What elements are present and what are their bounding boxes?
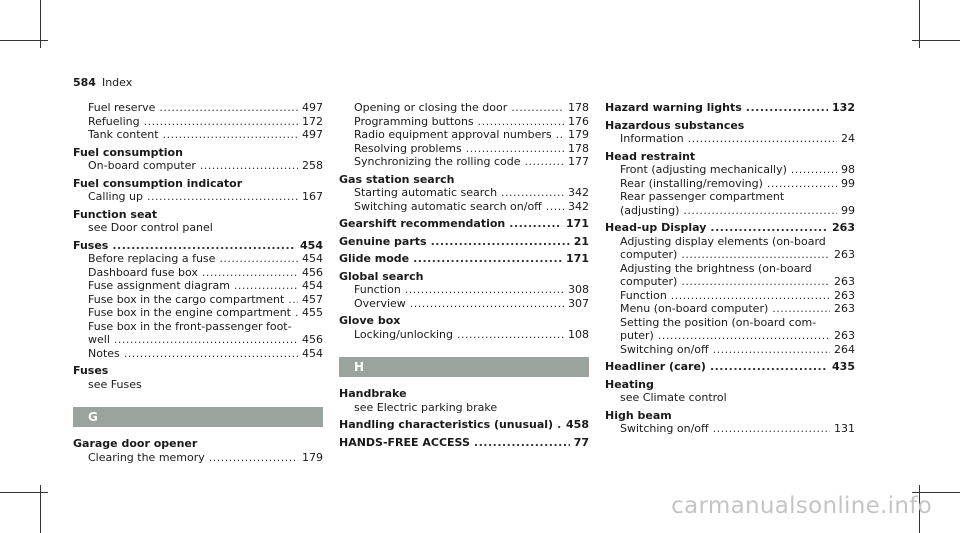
dot-leader	[746, 101, 828, 115]
index-heading: Gas station search	[339, 172, 455, 186]
page-reference: 264	[834, 342, 855, 356]
index-heading: Heating	[605, 377, 654, 391]
page-reference: 263	[834, 329, 855, 342]
index-subentry[interactable]	[73, 159, 323, 173]
page-reference: 179	[568, 128, 589, 141]
dot-leader	[546, 200, 564, 214]
index-heading: Global search	[339, 269, 424, 283]
page-reference: 171	[566, 217, 589, 230]
dot-leader	[457, 328, 564, 342]
index-column-2	[339, 101, 589, 449]
index-subentry: see Door control panel	[88, 221, 213, 234]
entry-label: Calling up	[88, 190, 143, 203]
index-subentry[interactable]	[605, 289, 855, 303]
index-subentry[interactable]	[339, 328, 589, 342]
entry-label: Rear (installing/removing)	[620, 176, 763, 190]
dot-leader	[219, 252, 298, 266]
dot-leader	[200, 159, 298, 173]
index-subentry[interactable]	[73, 279, 323, 293]
watermark: carmanualsonline.info	[671, 493, 932, 519]
dot-leader	[713, 343, 830, 357]
index-subentry[interactable]	[339, 283, 589, 297]
entry-label: On-board computer	[88, 159, 196, 172]
index-heading[interactable]	[339, 436, 589, 450]
page-reference: 497	[302, 101, 323, 114]
index-subentry[interactable]	[339, 297, 589, 311]
crop-mark	[912, 40, 960, 41]
entry-label: Programming buttons	[354, 114, 474, 128]
page-reference: 176	[568, 114, 589, 128]
page-reference: 99	[841, 203, 855, 217]
entry-label: Switching on/off	[620, 422, 709, 435]
index-heading: High beam	[605, 408, 672, 422]
index-subentry: Setting the position (on-board com-	[620, 315, 817, 329]
index-subentry: Fuse box in the front-passenger foot-	[88, 319, 292, 333]
dot-leader	[209, 451, 298, 465]
index-subentry[interactable]	[605, 163, 855, 177]
index-heading[interactable]	[605, 360, 855, 374]
entry-label: HANDS-FREE ACCESS	[339, 435, 470, 449]
dot-leader	[163, 128, 298, 142]
index-column-3	[605, 101, 855, 436]
dot-leader	[772, 302, 830, 316]
page-reference: 178	[568, 141, 589, 155]
page-reference: 263	[834, 275, 855, 288]
section-letter-bar: H	[339, 357, 589, 377]
index-heading[interactable]	[73, 239, 323, 253]
page-reference: 98	[841, 163, 855, 176]
page-reference: 179	[302, 450, 323, 464]
index-heading[interactable]	[605, 221, 855, 235]
index-subentry[interactable]	[73, 306, 323, 320]
index-heading: Garage door opener	[73, 437, 198, 450]
page-reference: 263	[832, 221, 855, 234]
index-heading: Fuel consumption indicator	[73, 176, 243, 190]
entry-label: Dashboard fuse box	[88, 265, 198, 279]
page-reference: 454	[302, 252, 323, 265]
dot-leader	[159, 101, 298, 115]
dot-leader	[767, 177, 837, 191]
entry-label: well	[88, 333, 110, 346]
entry-label: Switching on/off	[620, 342, 709, 356]
entry-label: computer)	[620, 248, 678, 261]
index-subentry[interactable]	[605, 343, 855, 357]
page-reference: 458	[566, 418, 589, 431]
index-subentry: Adjusting the brightness (on-board	[620, 261, 812, 275]
index-subentry[interactable]	[339, 128, 589, 142]
page-reference: 457	[302, 292, 323, 306]
index-heading: Hazardous substances	[605, 118, 745, 132]
page-reference: 177	[568, 155, 589, 168]
dot-leader	[681, 275, 830, 289]
entry-label: Menu (on-board computer)	[620, 302, 769, 315]
entry-label: Tank content	[88, 128, 159, 141]
page-reference: 307	[568, 296, 589, 310]
index-heading: Head restraint	[605, 149, 696, 163]
index-subentry[interactable]	[605, 248, 855, 262]
dot-leader	[557, 418, 562, 432]
entry-label: Hazard warning lights	[605, 101, 742, 114]
entry-label: puter)	[620, 329, 654, 342]
entry-label: Refueling	[88, 114, 140, 128]
dot-leader	[681, 248, 830, 262]
entry-label: Locking/unlocking	[354, 327, 453, 341]
dot-leader	[713, 422, 830, 436]
page-reference: 171	[566, 252, 589, 265]
entry-label: computer)	[620, 275, 678, 288]
index-subentry[interactable]	[605, 302, 855, 316]
page-reference: 263	[834, 288, 855, 302]
index-heading[interactable]	[339, 252, 589, 266]
entry-label: Clearing the memory	[88, 450, 205, 464]
dot-leader	[474, 436, 570, 450]
index-subentry[interactable]	[605, 329, 855, 343]
index-subentry[interactable]	[73, 293, 323, 307]
dot-leader	[112, 239, 296, 253]
index-subentry: see Climate control	[620, 391, 727, 404]
page-reference: 497	[302, 128, 323, 141]
page-reference: 24	[841, 132, 855, 145]
index-heading: Handbrake	[339, 387, 407, 400]
entry-label: Glide mode	[339, 252, 410, 265]
entry-label: (adjusting)	[620, 203, 680, 217]
index-subentry[interactable]	[605, 422, 855, 436]
dot-leader	[124, 347, 298, 361]
index-subentry: Adjusting display elements (on-board	[620, 234, 826, 248]
entry-label: Switching automatic search on/off	[354, 199, 542, 213]
page-reference: 131	[834, 422, 855, 435]
dot-leader	[431, 235, 570, 249]
entry-label: Notes	[88, 346, 120, 360]
index-heading: Glove box	[339, 314, 401, 327]
entry-label: Fuel reserve	[88, 101, 156, 114]
dot-leader	[710, 360, 828, 374]
page-reference: 263	[834, 248, 855, 261]
entry-label: Genuine parts	[339, 234, 427, 248]
index-subentry[interactable]	[605, 177, 855, 191]
dot-leader	[710, 221, 828, 235]
page-reference: 342	[568, 199, 589, 213]
entry-label: Fuse assignment diagram	[88, 279, 230, 292]
page-reference: 99	[841, 176, 855, 190]
dot-leader	[683, 204, 837, 218]
entry-label: Headliner (care)	[605, 360, 706, 373]
dot-leader	[288, 293, 298, 307]
index-subentry[interactable]	[605, 132, 855, 146]
page-reference: 21	[573, 234, 589, 248]
page-reference: 108	[568, 327, 589, 341]
dot-leader	[413, 252, 562, 266]
index-subentry[interactable]	[339, 115, 589, 129]
page-reference: 172	[302, 114, 323, 128]
index-subentry[interactable]	[339, 186, 589, 200]
page-reference: 454	[300, 238, 323, 252]
entry-label: Gearshift recommendation	[339, 217, 506, 230]
entry-label: Head-up Display	[605, 221, 707, 234]
dot-leader	[234, 279, 298, 293]
dot-leader	[466, 142, 564, 156]
index-subentry: see Electric parking brake	[354, 400, 498, 414]
index-subentry[interactable]	[339, 200, 589, 214]
page-reference: 456	[302, 333, 323, 346]
dot-leader	[556, 128, 564, 142]
entry-label: Fuses	[73, 238, 109, 252]
page-reference: 132	[832, 101, 855, 114]
index-subentry: see Fuses	[88, 377, 142, 391]
section-letter-bar: G	[73, 407, 323, 427]
dot-leader	[509, 217, 562, 231]
page-reference: 258	[302, 159, 323, 172]
dot-leader	[525, 155, 564, 169]
entry-label: Opening or closing the door	[354, 101, 508, 114]
index-subentry[interactable]	[73, 266, 323, 280]
index-heading[interactable]	[339, 217, 589, 231]
dot-leader	[144, 115, 298, 129]
dot-leader	[478, 115, 564, 129]
page-number: 584	[73, 76, 96, 89]
dot-leader	[114, 333, 298, 347]
entry-label: Radio equipment approval numbers	[354, 128, 552, 141]
index-subentry[interactable]	[73, 451, 323, 465]
page-reference: 342	[568, 186, 589, 199]
index-column-1	[73, 101, 323, 464]
index-heading: Function seat	[73, 207, 158, 221]
dot-leader	[202, 266, 298, 280]
dot-leader	[791, 163, 837, 177]
entry-label: Overview	[354, 296, 406, 310]
index-subentry[interactable]	[605, 204, 855, 218]
entry-label: Information	[620, 132, 684, 145]
index-subentry[interactable]	[339, 142, 589, 156]
index-subentry[interactable]	[339, 101, 589, 115]
page-reference: 308	[568, 283, 589, 296]
page-reference: 454	[302, 346, 323, 360]
dot-leader	[147, 190, 298, 204]
entry-label: Before replacing a fuse	[88, 252, 216, 265]
entry-label: Fuse box in the engine compartment	[88, 306, 291, 319]
page-reference: 178	[568, 101, 589, 114]
index-subentry: Rear passenger compartment	[620, 190, 785, 203]
dot-leader	[511, 101, 564, 115]
index-subentry[interactable]	[339, 155, 589, 169]
index-subentry[interactable]	[73, 252, 323, 266]
page-reference: 455	[302, 306, 323, 319]
page-header	[73, 76, 132, 89]
entry-label: Fuse box in the cargo compartment	[88, 292, 285, 306]
page-reference: 454	[302, 279, 323, 292]
dot-leader	[671, 289, 830, 303]
index-heading[interactable]	[605, 101, 855, 115]
dot-leader	[658, 329, 830, 343]
dot-leader	[295, 306, 298, 320]
page-reference: 167	[302, 190, 323, 203]
index-heading: Fuses	[73, 364, 109, 377]
index-subentry[interactable]	[73, 347, 323, 361]
entry-label: Resolving problems	[354, 141, 462, 155]
dot-leader	[405, 283, 564, 297]
page-reference: 263	[834, 302, 855, 315]
page-reference: 435	[832, 360, 855, 373]
entry-label: Starting automatic search	[354, 186, 498, 199]
entry-label: Synchronizing the rolling code	[354, 155, 521, 168]
index-subentry[interactable]	[73, 115, 323, 129]
entry-label: Handling characteristics (unusual)	[339, 418, 554, 431]
dot-leader	[501, 186, 564, 200]
index-heading[interactable]	[339, 235, 589, 249]
index-subentry[interactable]	[73, 333, 323, 347]
index-heading: Fuel consumption	[73, 145, 183, 159]
entry-label: Function	[354, 283, 401, 296]
index-subentry[interactable]	[73, 101, 323, 115]
page-title: Index	[101, 76, 133, 89]
page-reference: 77	[573, 435, 589, 449]
index-subentry[interactable]	[605, 275, 855, 289]
dot-leader	[688, 132, 837, 146]
index-subentry[interactable]	[73, 128, 323, 142]
page-reference: 456	[302, 265, 323, 279]
dot-leader	[410, 297, 564, 311]
index-subentry[interactable]	[73, 190, 323, 204]
index-heading[interactable]	[339, 418, 589, 432]
crop-mark	[0, 492, 48, 493]
crop-mark	[0, 40, 48, 41]
entry-label: Function	[620, 288, 667, 302]
entry-label: Front (adjusting mechanically)	[620, 163, 787, 176]
